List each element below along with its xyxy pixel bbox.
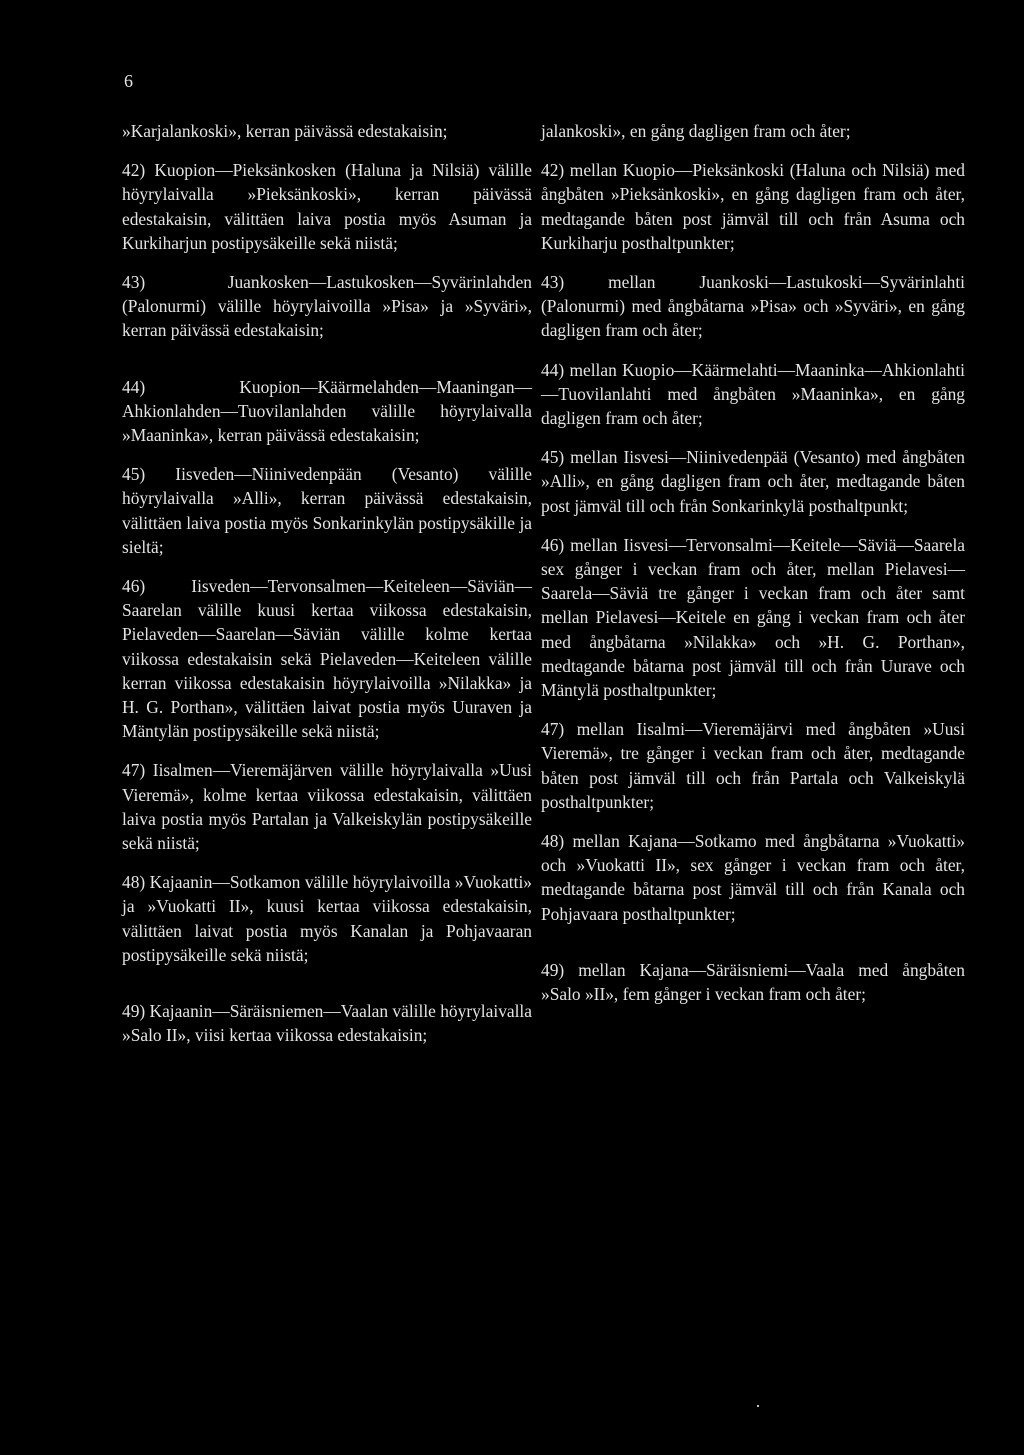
paragraph-sv-48: 48) mellan Kajana—Sotkamo med ångbåtarna »Vuokatti» och »Vuokatti II», sex gånger i veckan fram och åter, medtagande båtarna post jämväl till och från Kanala och Pohjavaara posthaltpunkter; — [541, 831, 965, 924]
print-mark — [757, 1405, 759, 1407]
paragraph-fi-46: 46) Iisveden—Tervonsalmen—Keiteleen—Säviän—Saarelan välille kuusi kertaa viikossa edestakaisin, Pielaveden—Saarelan—Säviän välille kolme kertaa viikossa edestakaisin sekä Pielaveden—Keiteleen välille kerran viikossa edestakaisin höyrylaivoilla »Nilakka» ja H. G. Porthan», välittäen laivat postia myös Uuraven ja Mäntylän postipysäkeille sekä niistä; — [122, 576, 532, 742]
paragraph-sv-47: 47) mellan Iisalmi—Vieremäjärvi med ångbåten »Uusi Vieremä», tre gånger i veckan fram och åter, medtagande båten post jämväl till och från Partala och Valkeiskylä posthaltpunkter; — [541, 719, 965, 812]
paragraph-fi-45: 45) Iisveden—Niinivedenpään (Vesanto) välille höyrylaivalla »Alli», kerran päivässä edestakaisin, välittäen laiva postia myös Sonkarinkylän postipysäkille ja sieltä; — [122, 464, 532, 557]
paragraph-fi-49: 49) Kajaanin—Säräisniemen—Vaalan välille höyrylaivalla »Salo II», viisi kertaa viikossa edestakaisin; — [122, 1001, 532, 1046]
right-column-swedish — [541, 119, 965, 1021]
paragraph-fi-44: 44) Kuopion—Käärmelahden—Maaningan—Ahkionlahden—Tuovilanlahden välille höyrylaivalla »Maaninka», kerran päivässä edestakaisin; — [122, 376, 532, 446]
left-column-finnish — [122, 119, 532, 1063]
paragraph-sv-43: 43) mellan Juankoski—Lastukoski—Syvärinlahti (Palonurmi) med ångbåtarna »Pisa» och »Syväri», en gång dagligen fram och åter; — [541, 272, 965, 341]
paragraph-fi-41-continued: »Karjalankoski», kerran päivässä edestakaisin; — [122, 121, 448, 141]
paragraph-fi-43: 43) Juankosken—Lastukosken—Syvärinlahden (Palonurmi) välille höyrylaivoilla »Pisa» ja »Syväri», kerran päivässä edestakaisin; — [122, 272, 532, 341]
paragraph-sv-44: 44) mellan Kuopio—Käärmelahti—Maaninka—Ahkionlahti—Tuovilanlahti med ångbåten »Maaninka», en gång dagligen fram och åter; — [541, 359, 965, 429]
page-number: 6 — [124, 71, 133, 91]
paragraph-fi-48: 48) Kajaanin—Sotkamon välille höyrylaivoilla »Vuokatti» ja »Vuokatti II», kuusi kertaa viikossa edestakaisin, välittäen laivat postia myös Kanalan ja Pohjavaaran postipysäkeille sekä niistä; — [122, 872, 532, 965]
paragraph-sv-46: 46) mellan Iisvesi—Tervonsalmi—Keitele—Säviä—Saarela sex gånger i veckan fram och åter, mellan Pielavesi—Saarela—Säviä tre gånger i veckan fram och åter samt mellan Pielavesi—Keitele en gång i veckan fram och åter med ångbåtarna »Nilakka» och »H. G. Porthan», medtagande båtarna post jämväl till och från Uurave och Mäntylä posthaltpunkter; — [541, 534, 965, 701]
paragraph-fi-47: 47) Iisalmen—Vieremäjärven välille höyrylaivalla »Uusi Vieremä», kolme kertaa viikossa edestakaisin, välittäen laiva postia myös Partalan ja Valkeiskylän postipysäkeille sekä niistä; — [122, 760, 532, 854]
paragraph-sv-42: 42) mellan Kuopio—Pieksänkoski (Haluna och Nilsiä) med ångbåten »Pieksänkoski», en gång dagligen fram och åter, medtagande båten post jämväl till och från Asuma och Kurkiharju posthaltpunkter; — [541, 160, 965, 253]
paragraph-sv-41-continued: jalankoski», en gång dagligen fram och åter; — [541, 121, 851, 141]
paragraph-sv-45: 45) mellan Iisvesi—Niinivedenpää (Vesanto) med ångbåten »Alli», en gång dagligen fram och åter, medtagande båten post jämväl till och från Sonkarinkylä posthaltpunkt; — [541, 447, 965, 516]
paragraph-fi-42: 42) Kuopion—Pieksänkosken (Haluna ja Nilsiä) välille höyrylaivalla »Pieksänkoski», kerran päivässä edestakaisin, välittäen laiva postia myös Asuman ja Kurkiharjun postipysäkeille sekä niistä; — [122, 160, 532, 253]
paragraph-sv-49: 49) mellan Kajana—Säräisniemi—Vaala med ångbåten »Salo »II», fem gånger i veckan fram och åter; — [541, 959, 965, 1005]
